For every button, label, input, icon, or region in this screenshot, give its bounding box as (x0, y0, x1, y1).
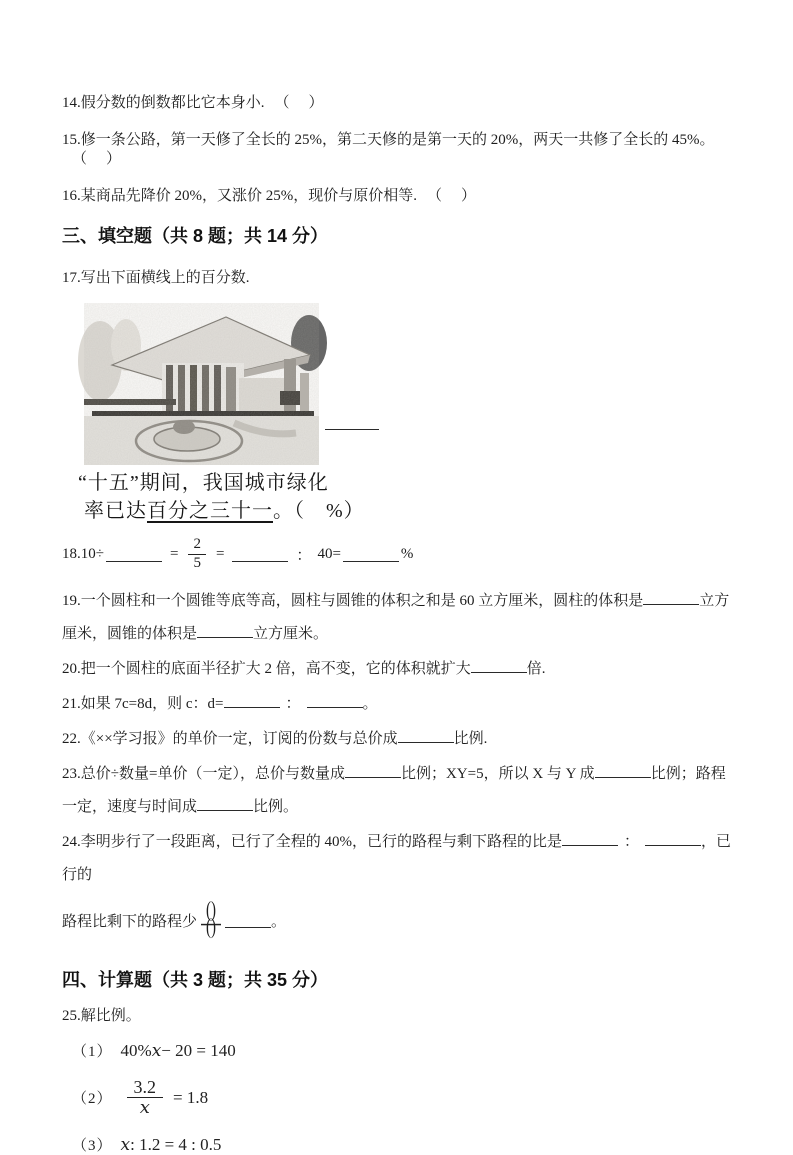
question-17 (62, 262, 737, 295)
question-24-text: 路程比剩下的路程少 (62, 913, 198, 930)
question-23-text: 比例。 (253, 799, 299, 815)
question-25-text: 25.解比例。 (62, 1008, 141, 1024)
question-24 (62, 826, 737, 946)
building-photo (84, 303, 319, 465)
equals-sign: = (169, 545, 179, 562)
caption-text: 。（ %） (273, 500, 365, 522)
question-22-text: 比例. (453, 731, 488, 747)
equation-2-fraction (127, 1077, 164, 1118)
variable-x: x (120, 1134, 131, 1155)
photo-caption-line2 (84, 497, 737, 525)
photo-answer-blank (325, 415, 379, 430)
question-23-text: 23.总价÷数量=单价（一定），总价与数量成 (62, 766, 345, 782)
question-19-text: 立方厘米， (62, 593, 730, 642)
caption-text: “十五”期间，我国城市绿化 (78, 472, 329, 494)
question-19-text: 立方厘米。 (253, 626, 329, 642)
equation-1-label: （1） (72, 1044, 113, 1060)
question-19-text: 19.一个圆柱和一个圆锥等底等高，圆柱与圆锥的体积之和是 60 立方厘米，圆柱的体积是 (62, 593, 644, 609)
answer-blank (345, 763, 401, 778)
equals-sign: = (215, 545, 225, 562)
question-23-text: 比例；路程一定，速度与时间成 (62, 766, 726, 815)
colon-sign: ： (285, 696, 301, 712)
percent-sign: % (400, 545, 414, 562)
question-24-text: 24.李明步行了一段距离，已行了全程的 40%，已行的路程与剩下路程的比是 (62, 834, 562, 850)
answer-blank (645, 831, 701, 846)
answer-blank (224, 693, 280, 708)
question-16-text: 16.某商品先降价 20%，又涨价 25%，现价与原价相等. (62, 188, 417, 204)
answer-blank (232, 547, 288, 562)
question-21-text: 。 (362, 696, 378, 712)
section-3-title: 三、填空题（共 8 题；共 14 分） (62, 226, 329, 246)
answer-blank (307, 693, 363, 708)
question-25 (62, 1006, 737, 1026)
question-19 (62, 585, 737, 651)
question-14-answer-paren: （ ） (274, 95, 326, 111)
question-18 (62, 533, 737, 575)
question-15-answer-paren: （ ） (72, 151, 124, 167)
question-14 (62, 94, 737, 113)
fraction-two-fifths (188, 536, 206, 572)
fraction-numerator: 3.2 (127, 1077, 164, 1098)
answer-blank (595, 763, 651, 778)
section-4-title: 四、计算题（共 3 题；共 35 分） (62, 970, 329, 990)
colon-sign: ： (624, 834, 640, 850)
question-21 (62, 688, 737, 721)
answer-blank (197, 623, 253, 638)
question-17-figure (84, 303, 737, 465)
equation-2-text: = 1.8 (173, 1087, 209, 1107)
question-22 (62, 723, 737, 756)
answer-blank (643, 590, 699, 605)
photo-caption (78, 469, 737, 525)
question-20-text: 倍. (526, 661, 546, 677)
question-24-text: 。 (271, 913, 287, 930)
fraction-denominator-x: x (139, 1097, 150, 1119)
fraction-numerator: () (201, 900, 221, 925)
question-23-text: 比例；XY=5，所以 X 与 Y 成 (400, 766, 595, 782)
question-18-text: 40= (317, 545, 341, 562)
equation-2-label: （2） (72, 1091, 113, 1108)
empty-fraction (201, 898, 221, 940)
question-24-line2 (62, 894, 737, 946)
variable-x: x (151, 1040, 162, 1061)
question-18-text: 18.10÷ (62, 545, 104, 562)
question-24-text: ，已行的 (62, 834, 732, 883)
equation-1 (72, 1040, 737, 1061)
question-15 (62, 131, 737, 169)
question-23 (62, 758, 737, 824)
fraction-denominator: () (206, 915, 217, 940)
question-22-text: 22.《××学习报》的单价一定，订阅的份数与总价成 (62, 731, 398, 747)
question-20-text: 20.把一个圆柱的底面半径扩大 2 倍，高不变，它的体积就扩大 (62, 661, 471, 677)
answer-blank (197, 796, 253, 811)
question-17-text: 17.写出下面横线上的百分数. (62, 270, 250, 286)
fraction-numerator: 2 (188, 536, 206, 554)
equation-1-text: − 20 = 140 (161, 1040, 236, 1060)
equation-3-text: : 1.2 = 4 : 0.5 (130, 1134, 222, 1154)
question-19-text: 圆锥的体积是 (107, 626, 198, 642)
question-15-text: 15.修一条公路，第一天修了全长的 25%，第二天修的是第一天的 20%，两天一共修了全长的 45%。 (62, 132, 715, 148)
answer-blank (343, 547, 399, 562)
colon-sign: ： (296, 547, 312, 564)
fraction-denominator: 5 (193, 554, 201, 571)
question-21-text: 21.如果 7c=8d，则 c：d= (62, 696, 224, 712)
equation-3 (72, 1134, 737, 1155)
question-16 (62, 187, 737, 206)
question-14-text: 14.假分数的倒数都比它本身小. (62, 95, 265, 111)
photo-caption-line1 (78, 469, 737, 497)
answer-blank (398, 728, 454, 743)
equation-1-text: 40% (120, 1040, 152, 1060)
answer-blank (106, 547, 162, 562)
question-24-line1 (62, 826, 737, 892)
caption-text: 率已达 (84, 500, 147, 522)
equation-3-label: （3） (72, 1138, 113, 1155)
answer-blank (225, 913, 271, 928)
answer-blank (471, 658, 527, 673)
answer-blank (562, 831, 618, 846)
caption-underlined-text: 百分之三十一 (147, 500, 273, 522)
question-20 (62, 653, 737, 686)
question-16-answer-paren: （ ） (427, 188, 479, 204)
equation-2 (72, 1077, 737, 1118)
